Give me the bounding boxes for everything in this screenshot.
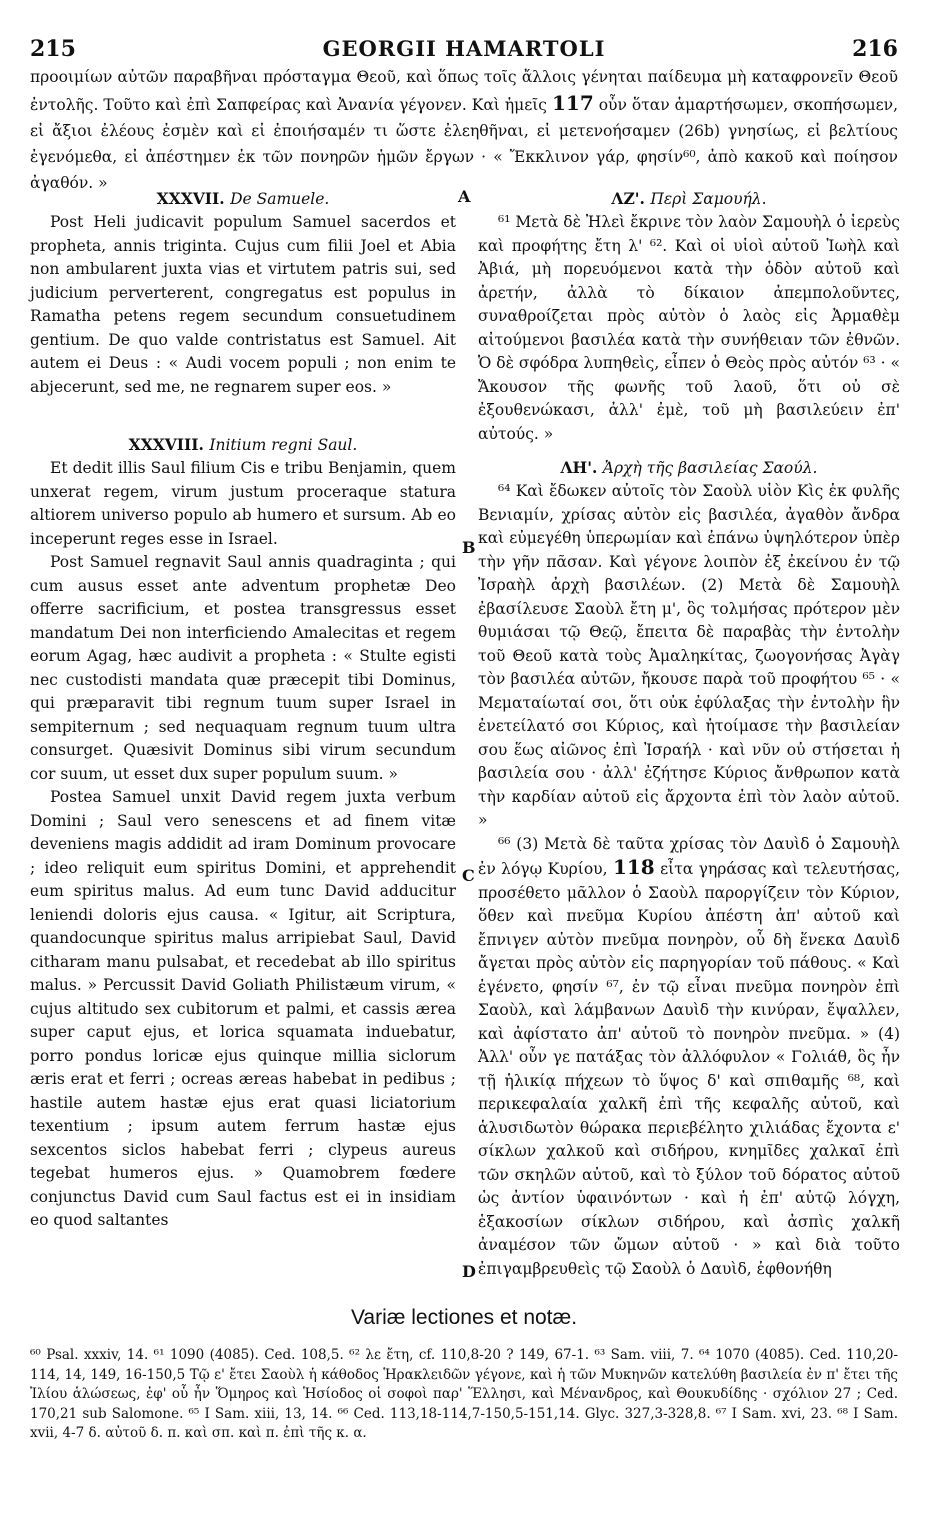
greek-section-number-1: ΛΖ'. — [611, 189, 645, 208]
footnotes — [30, 1346, 898, 1444]
spacer — [30, 399, 456, 433]
latin-paragraph: Post Heli judicavit populum Samuel sacerdos et propheta, annis triginta. Cujus cum filii Joel et Abia non ambularent juxta vias et virtutem patris sui, sed judicium perverterent, congregatus est populus in Ramatha petens regem secundum consuetudinem gentium. De quo valde contristatus est Samuel. Ait autem ei Deus : « Audi vocem populi ; non enim te abjecerunt, sed me, ne regnarem super eos. » — [30, 213, 456, 396]
top-greek-post: οὖν ὅταν ἁμαρτήσωμεν, σκοπήσωμεν, εἰ ἄξιοι ἐλέους ἐσμὲν καὶ εἰ ἐποιήσαμέν τι ὥστε ἐλεηθῆναι, εἰ μετενοήσαμεν (26b) γνησίως, εἰ βελτίους ἐγενόμεθα, εἰ ἀπέστημεν ἐκ τῶν πονηρῶν ἡμῶν ἔργων · « Ἔκκλινον γάρ, φησίν⁶⁰, ἀπὸ κακοῦ καὶ ποίησον ἀγαθόν. » — [30, 96, 899, 192]
greek-paragraph — [478, 833, 900, 1282]
spacer — [478, 446, 900, 456]
greek-paragraph-pre: ⁶⁶ (3) Μετὰ δὲ ταῦτα χρίσας τὸν Δαυὶδ ὁ Σαμουὴλ ἐν λόγῳ Κυρίου, — [478, 834, 900, 878]
top-greek-text — [30, 64, 898, 196]
margin-marker-d: D — [462, 1262, 476, 1281]
greek-paragraph: ⁶¹ Μετὰ δὲ Ἠλεὶ ἔκρινε τὸν λαὸν Σαμουὴλ ὁ ἱερεὺς καὶ προφήτης ἔτη λ' ⁶². Καὶ οἱ υἱοὶ αὐτοῦ Ἰωὴλ καὶ Ἀβιά, μὴ πορευόμενοι κατὰ τὴν ὁδὸν αὐτοῦ καὶ ἀρετήν, ἀλλὰ τὸ δίκαιον ἀπεμπολοῦντες, συναθροίζεται πρὸς αὐτὸν ὁ λαὸς εἰς Ἀρμαθὲμ αἰτούμενοι βασιλέα κατὰ τὴν συνήθειαν τῶν ἐθνῶν. Ὁ δὲ σφόδρα λυπηθεὶς, εἶπεν ὁ Θεὸς πρὸς αὐτόν ⁶³ · « Ἄκουσον τῆς φωνῆς τοῦ λαοῦ, ὅτι οὐ σὲ ἐξουθενώκασι, ἀλλ' ἐμὲ, τοῦ μὴ βασιλεύειν ἐπ' αὐτούς. » — [478, 213, 900, 443]
column-number-marker: 118 — [612, 855, 655, 879]
latin-section-number-2: XXXVIII. — [128, 435, 204, 454]
greek-section-heading-1 — [478, 187, 900, 211]
latin-paragraph: Post Samuel regnavit Saul annis quadraginta ; qui cum ausus esset ante adventum prophetæ Deo offerre sacrificium, et postea transgressus esset mandatum Dei non interficiendo Amalecitas et regem eorum Agag, hæc audivit a propheta : « Stulte egisti nec custodisti mandata quæ præcepit tibi Dominus, qui præparavit tibi regnum tuum super Israel in sempiternum ; sed nequaquam regnum tuum ultra consurget. Quæsivit Dominus sibi virum secundum cor suum, ut esset dux super populum suum. » — [30, 553, 456, 783]
greek-column — [478, 187, 900, 1281]
latin-paragraph: Et dedit illis Saul filium Cis e tribu Benjamin, quem unxerat regem, virum justum proceraque statura altiorem universo populo ab humero et sursum. Ab eo inceperunt reges esse in Israel. — [30, 459, 456, 548]
greek-paragraph-post: εἶτα γηράσας καὶ τελευτήσας, προσέθετο μᾶλλον ὁ Σαοὺλ παροργίζειν τὸν Κύριον, ὅθεν καὶ πνεῦμα Κυρίου ἀπέστη ἀπ' αὐτοῦ καὶ ἔπνιγεν αὐτὸν πνεῦμα πονηρὸν, οὗ δὴ ἕνεκα Δαυὶδ ἄγεται πρὸς αὐτὸν εἰς παρηγορίαν τοῦ πάθους. « Καὶ ἐγένετο, φησίν ⁶⁷, ἐν τῷ εἶναι πνεῦμα πονηρὸν ἐπὶ Σαοὺλ, καὶ λάμβανων Δαυὶδ τὴν κινύραν, ἔψαλλεν, καὶ ἀφίστατο ἀπ' αὐτοῦ τὸ πονηρὸν πνεῦμα. » (4) Ἀλλ' οὖν γε πατάξας τὸν ἀλλόφυλον « Γολιάθ, ὃς ἦν τῇ ἡλικίᾳ πήχεων τὸ ὕψος δ' καὶ σπιθαμῆς ⁶⁸, καὶ περικεφαλαία χαλκῆ ἐπὶ τῆς κεφαλῆς αὐτοῦ, καὶ ἁλυσιδωτὸν θώρακα περιεβέλητο χιλιάδας ἔχοντα ε' σίκλων χαλκοῦ καὶ σιδήρου, κνημῖδες χαλκαῖ ἐπὶ τῶν σκηλῶν αὐτοῦ, καὶ τὸ ξύλον τοῦ δόρατος αὐτοῦ ὡς ἀντίον ὑφαινόντων · καὶ ἡ ἐπ' αὐτῷ λόγχη, ἑξακοσίων σίκλων σιδήρου, καὶ ἀσπὶς χαλκῆ ἀναμέσον τῶν ὤμων αὐτοῦ · » καὶ διὰ τοῦτο ἐπιγαμβρευθεὶς τῷ Σαοὺλ ὁ Δαυὶδ, ἐφθονήθη — [478, 860, 900, 1278]
margin-marker-c: C — [462, 866, 475, 885]
latin-section-title-2: Initium regni Saul. — [209, 436, 358, 454]
margin-marker-a: A — [458, 187, 471, 206]
greek-section-heading-2 — [478, 456, 900, 480]
latin-section-heading-2 — [30, 433, 456, 457]
margin-marker-b: B — [462, 538, 476, 557]
top-greek-pre: προοιμίων αὐτῶν παραβῆναι πρόσταγμα Θεοῦ, καὶ ὅπως τοῖς ἄλλοις γένηται παίδευμα μὴ καταφρονεῖν Θεοῦ ἐντολῆς. Τοῦτο καὶ ἐπὶ Σαπφείρας καὶ Ἀνανία γέγονεν. Καὶ ἡμεῖς — [30, 68, 898, 114]
page-number-left: 215 — [30, 36, 76, 62]
greek-section-title-2: Ἀρχὴ τῆς βασιλείας Σαούλ. — [602, 459, 818, 477]
latin-section-title-1: De Samuele. — [230, 190, 330, 208]
page-number-right: 216 — [852, 36, 898, 62]
latin-column — [30, 187, 456, 1233]
greek-paragraph: ⁶⁴ Καὶ ἔδωκεν αὐτοῖς τὸν Σαοὺλ υἱὸν Κὶς ἐκ φυλῆς Βενιαμίν, χρίσας αὐτὸν εἰς βασιλέα, ἀγαθὸν ἄνδρα καὶ εὐμεγέθη ὑπερωμίαν καὶ ἐπάνω ὑψηλότερον ὑπὲρ τὴν γῆν πᾶσαν. Καὶ γέγονε λοιπὸν ἐξ ἐκείνου ἐν τῷ Ἰσραὴλ ἀρχὴ βασιλέων. (2) Μετὰ δὲ Σαμουὴλ ἐβασίλευσε Σαοὺλ ἔτη μ', ὃς τολμήσας πρότερον μὲν θυμιάσαι τῷ Θεῷ, ἔπειτα δὲ παραβὰς τὴν ἐντολὴν τοῦ Θεοῦ κατὰ τοὺς Ἀμαληκίτας, ζωογονήσας Ἀγὰγ τὸν βασιλέα αὐτῶν, ἤκουσε παρὰ τοῦ προφήτου ⁶⁵ · « Μεματαίωταί σοι, ὅτι οὐκ ἐφύλαξας τὴν ἐντολὴν ἣν ἐνετείλατό σοι Κύριος, καὶ ἡτοίμασε τὴν βασιλείαν σου ἕως αἰῶνος ἐπὶ Ἰσραήλ · καὶ νῦν οὐ στήσεται ἡ βασιλεία σου · ἀλλ' ἐζήτησε Κύριος ἄνθρωπον κατὰ τὴν καρδίαν αὐτοῦ εἰς ἄρχοντα ἐπὶ τὸν λαὸν αὐτοῦ. » — [478, 482, 900, 829]
latin-paragraph: Postea Samuel unxit David regem juxta verbum Domini ; Saul vero senescens et ad finem vitæ deveniens magis addidit ad iram Dominum provocare ; ideo reliquit eum spiritus Domini, et apprehendit eum spiritus malus. Ad eum tunc David adducitur leniendi doloris ejus causa. « Igitur, ait Scriptura, quandocunque spiritus malus arripiebat Saul, David citharam manu pulsabat, et recedebat ab illo spiritus malus. » Percussit David Goliath Philistæum virum, « cujus altitudo sex cubitorum et palmi, et cassis ærea super caput ejus, et lorica squamata induebatur, porro pondus loricæ ejus quinque millia siclorum æris erat et ferri ; ocreas æreas habebat in pedibus ; hastile autem hastæ ejus erat quasi liciatorium texentium ; ipsum autem ferrum hastæ ejus sexcentos siclos habebat ferri ; clypeus aureus tegebat humeros ejus. » Quamobrem fœdere conjunctus David cum Saul factus est ei in insidiam eo quod saltantes — [30, 788, 456, 1229]
running-title: GEORGII HAMARTOLI — [322, 36, 606, 61]
latin-section-number-1: XXXVII. — [156, 189, 225, 208]
greek-section-title-1: Περὶ Σαμουήλ. — [650, 190, 767, 208]
greek-section-number-2: ΛΗ'. — [560, 458, 598, 477]
page-header — [30, 36, 898, 62]
latin-section-heading-1 — [30, 187, 456, 211]
footnote-text: ⁶⁰ Psal. xxxiv, 14. ⁶¹ 1090 (4085). Ced. 108,5. ⁶² λε ἔτη, cf. 110,8-20 ? 149, 67-1. ⁶³ Sam. viii, 7. ⁶⁴ 1070 (4085). Ced. 110,20-114, 14, 149, 16-150,5 Τῷ ε' ἔτει Σαοὺλ ἡ κάθοδος Ἡρακλειδῶν γέγονε, καὶ ἡ τῶν Μυκηνῶν κατελύθη βασιλεία ἐν π' ἔτει τῆς Ἰλίου ἁλώσεως, ἐφ' οὗ ἦν Ὅμηρος καὶ Ἡσίοδος οἱ σοφοὶ παρ' Ἕλλησι, καὶ Μένανδρος, καὶ Θουκυδίδης · σχόλιον 27 ; Ced. 170,21 sub Salomone. ⁶⁵ I Sam. xiii, 13, 14. ⁶⁶ Ced. 113,18-114,7-150,5-151,14. Glyc. 327,3-328,8. ⁶⁷ I Sam. xvi, 23. ⁶⁸ I Sam. xvii, 4-7 δ. αὐτοῦ δ. π. καὶ σπ. καὶ π. ἐπὶ τῆς κ. α. — [30, 1347, 898, 1441]
top-greek-paragraph — [30, 64, 898, 196]
notes-heading: Variæ lectiones et notæ. — [350, 1306, 578, 1329]
column-number-marker: 117 — [551, 91, 594, 115]
